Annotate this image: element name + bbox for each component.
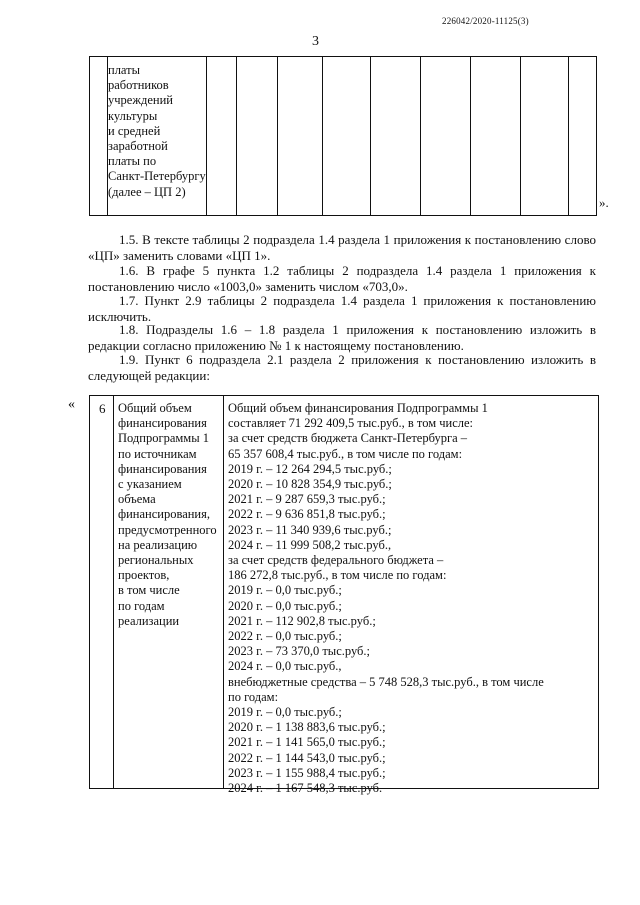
content-line: 2022 г. – 9 636 851,8 тыс.руб.; (228, 507, 386, 522)
paragraph-1-7: 1.7. Пункт 2.9 таблицы 2 подраздела 1.4 раздела 1 приложения к постановлению исключить. (88, 293, 596, 324)
content-line: за счет средств бюджета Санкт-Петербурга – (228, 431, 468, 446)
content-line: 2024 г. – 1 167 548,3 тыс.руб. (228, 781, 383, 796)
table-column-divider (277, 57, 278, 215)
page-number: 3 (312, 34, 319, 49)
label-line: на реализацию (118, 537, 198, 552)
top-table (89, 56, 597, 216)
label-line: по источникам (118, 446, 197, 461)
content-line: 2023 г. – 73 370,0 тыс.руб.; (228, 644, 371, 659)
content-line: 2021 г. – 9 287 659,3 тыс.руб.; (228, 492, 386, 507)
content-line: 2022 г. – 0,0 тыс.руб.; (228, 629, 342, 644)
content-line: 2019 г. – 0,0 тыс.руб.; (228, 705, 342, 720)
label-line: в том числе (118, 583, 180, 598)
table-column-divider (223, 396, 224, 788)
table-column-divider (113, 396, 114, 788)
label-line: финансирования (118, 416, 207, 431)
table-column-divider (206, 57, 207, 215)
label-line: Общий объем (118, 401, 192, 415)
content-line: 186 272,8 тыс.руб., в том числе по годам: (228, 568, 447, 583)
table-column-divider (322, 57, 323, 215)
content-line: внебюджетные средства – 5 748 528,3 тыс.руб., в том числе (228, 674, 544, 689)
label-line: Подпрограммы 1 (118, 431, 209, 446)
row-label (118, 401, 218, 629)
label-line: с указанием (118, 477, 182, 492)
paragraph-1-5: 1.5. В тексте таблицы 2 подраздела 1.4 раздела 1 приложения к постановлению слово «ЦП» заменить словами «ЦП 1». (88, 232, 596, 263)
row-content (228, 401, 588, 796)
content-line: составляет 71 292 409,5 тыс.руб., в том числе: (228, 416, 474, 431)
table-column-divider (420, 57, 421, 215)
label-line: финансирования, (118, 507, 210, 522)
paragraph-1-9: 1.9. Пункт 6 подраздела 2.1 раздела 2 приложения к постановлению изложить в следующей редакции: (88, 352, 596, 383)
paragraph-1-6: 1.6. В графе 5 пункта 1.2 таблицы 2 подраздела 1.4 раздела 1 приложения к постановлению число «1003,0» заменить числом «703,0». (88, 263, 596, 294)
label-line: предусмотренного (118, 522, 217, 537)
table-column-divider (470, 57, 471, 215)
content-line: 2020 г. – 0,0 тыс.руб.; (228, 598, 342, 613)
label-line: объема (118, 492, 156, 507)
content-line: Общий объем финансирования Подпрограммы 1 (228, 401, 488, 415)
table-cell-text: платы работников учреждений культуры и средней заработной платы по Санкт-Петербургу (далее – ЦП 2) (108, 63, 206, 199)
paragraph-1-8: 1.8. Подразделы 1.6 – 1.8 раздела 1 приложения к постановлению изложить в редакции согласно приложению № 1 к настоящему постановлению. (88, 322, 596, 353)
opening-quote: « (68, 397, 75, 412)
content-line: 2023 г. – 11 340 939,6 тыс.руб.; (228, 522, 392, 537)
content-line: 2023 г. – 1 155 988,4 тыс.руб.; (228, 765, 386, 780)
financing-table (89, 395, 599, 796)
table-column-divider (370, 57, 371, 215)
table-column-divider (520, 57, 521, 215)
table-column-divider (236, 57, 237, 215)
content-line: по годам: (228, 689, 279, 704)
content-line: 2020 г. – 1 138 883,6 тыс.руб.; (228, 720, 386, 735)
content-line: 65 357 608,4 тыс.руб., в том числе по годам: (228, 446, 463, 461)
content-line: 2021 г. – 112 902,8 тыс.руб.; (228, 613, 376, 628)
content-line: 2024 г. – 11 999 508,2 тыс.руб., (228, 537, 392, 552)
label-line: по годам (118, 598, 165, 613)
label-line: проектов, (118, 568, 170, 583)
content-line: 2020 г. – 10 828 354,9 тыс.руб.; (228, 477, 392, 492)
label-line: финансирования (118, 461, 207, 476)
content-line: 2019 г. – 12 264 294,5 тыс.руб.; (228, 461, 392, 476)
closing-quote: ». (599, 195, 609, 210)
content-line: 2024 г. – 0,0 тыс.руб., (228, 659, 342, 674)
content-line: 2019 г. – 0,0 тыс.руб.; (228, 583, 342, 598)
document-id: 226042/2020-11125(3) (442, 16, 529, 26)
label-line: реализации (118, 613, 180, 628)
table-column-divider (568, 57, 569, 215)
content-line: за счет средств федерального бюджета – (228, 553, 444, 568)
label-line: региональных (118, 553, 194, 568)
content-line: 2022 г. – 1 144 543,0 тыс.руб.; (228, 750, 386, 765)
content-line: 2021 г. – 1 141 565,0 тыс.руб.; (228, 735, 386, 750)
row-number: 6 (99, 401, 106, 416)
